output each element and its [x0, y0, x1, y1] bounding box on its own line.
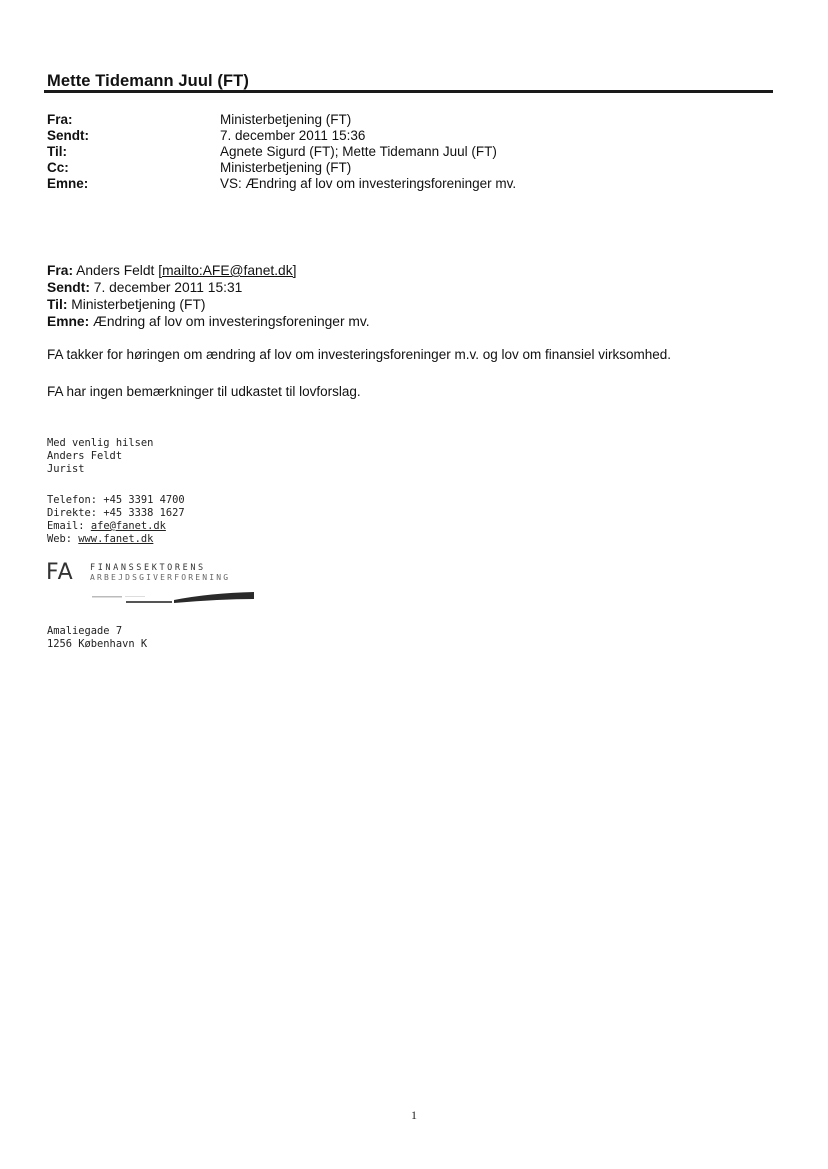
- fa-logo-line1: FINANSSEKTORENS: [90, 563, 206, 573]
- fa-logo-mark: FA: [46, 560, 74, 585]
- email-label: Email:: [47, 520, 85, 532]
- to-value: Agnete Sigurd (FT); Mette Tidemann Juul (FT): [220, 144, 497, 159]
- forwarded-from-line: [47, 262, 296, 279]
- signature-email: [47, 520, 166, 533]
- signature-greeting: Med venlig hilsen: [47, 437, 154, 449]
- forwarded-mailto-link[interactable]: [mailto:AFE@fanet.dk]: [158, 263, 297, 278]
- phone-value: +45 3391 4700: [103, 494, 185, 506]
- forwarded-subject-value: Ændring af lov om investeringsforeninger mv.: [93, 314, 370, 329]
- web-label: Web:: [47, 533, 73, 545]
- email-link[interactable]: afe@fanet.dk: [90, 520, 166, 532]
- phone-label: Telefon:: [47, 494, 98, 506]
- forwarded-to-value: Ministerbetjening (FT): [71, 297, 206, 312]
- fa-logo-line2: ARBEJDSGIVERFORENING: [90, 573, 231, 582]
- forwarded-from-label: Fra:: [47, 263, 74, 278]
- forwarded-subject-label: Emne:: [47, 314, 90, 329]
- signature-phone: [47, 494, 185, 507]
- direct-label: Direkte:: [47, 507, 98, 519]
- signature-name: Anders Feldt: [47, 450, 123, 462]
- forwarded-from-name: Anders Feldt: [76, 263, 155, 278]
- subject-value: VS: Ændring af lov om investeringsforeninger mv.: [220, 176, 517, 191]
- header-divider: [44, 90, 773, 93]
- subject-label: Emne:: [47, 176, 89, 191]
- sent-label: Sendt:: [47, 128, 89, 143]
- signature-web: [47, 533, 153, 546]
- from-label: Fra:: [47, 112, 73, 127]
- body-paragraph-1: FA takker for høringen om ændring af lov om investeringsforeninger m.v. og lov om finansiel virksomhed.: [47, 347, 672, 362]
- forwarded-sent-line: [47, 279, 242, 296]
- web-link[interactable]: www.fanet.dk: [78, 533, 154, 545]
- document-owner-title: Mette Tidemann Juul (FT): [47, 72, 249, 90]
- cc-label: Cc:: [47, 160, 69, 175]
- direct-value: +45 3338 1627: [103, 507, 185, 519]
- forwarded-sent-label: Sendt:: [47, 280, 90, 295]
- logo-swoosh-graphic: [90, 588, 260, 606]
- forwarded-subject-line: [47, 313, 370, 330]
- cc-value: Ministerbetjening (FT): [220, 160, 352, 175]
- to-label: Til:: [47, 144, 67, 159]
- page-number: 1: [411, 1108, 417, 1122]
- signature-title: Jurist: [47, 463, 85, 475]
- forwarded-sent-value: 7. december 2011 15:31: [93, 280, 243, 295]
- from-value: Ministerbetjening (FT): [220, 112, 352, 127]
- address-street: Amaliegade 7: [47, 625, 123, 637]
- forwarded-to-line: [47, 296, 205, 313]
- address-city: 1256 København K: [47, 638, 148, 650]
- sent-value: 7. december 2011 15:36: [220, 128, 366, 143]
- forwarded-to-label: Til:: [47, 297, 68, 312]
- signature-direct: [47, 507, 185, 520]
- body-paragraph-2: FA har ingen bemærkninger til udkastet til lovforslag.: [47, 384, 361, 399]
